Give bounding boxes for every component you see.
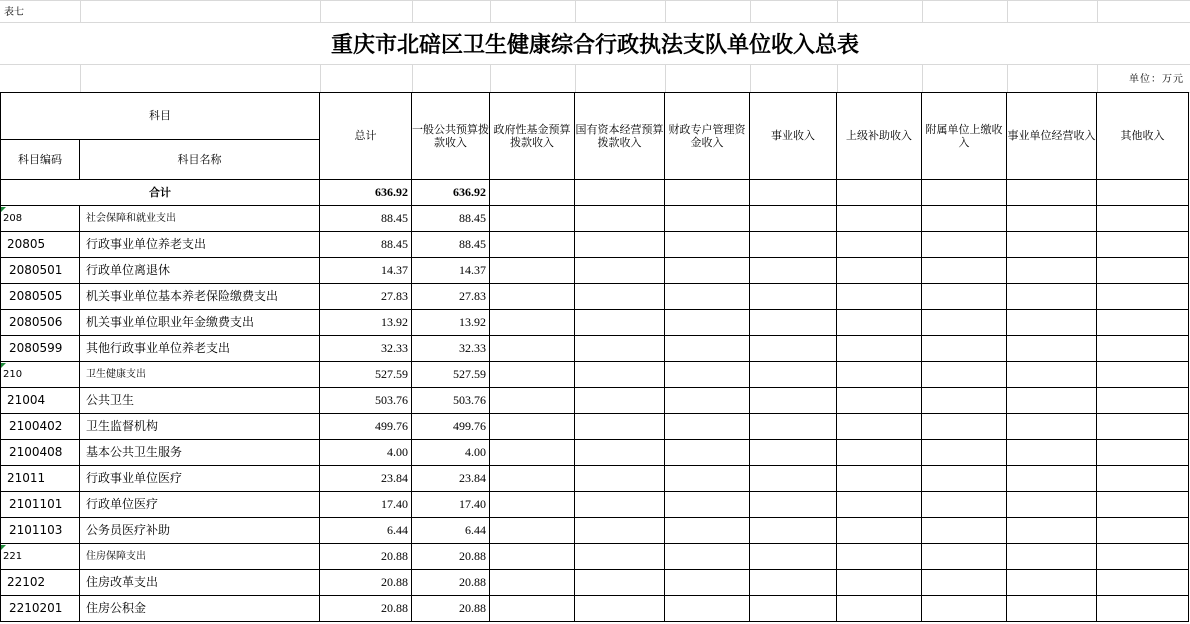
row-general-budget: 88.45 bbox=[412, 232, 490, 258]
row-general-budget: 4.00 bbox=[412, 440, 490, 466]
row-empty-cell bbox=[490, 206, 575, 232]
row-empty-cell bbox=[665, 362, 750, 388]
row-code: 2080506 bbox=[0, 310, 80, 336]
row-empty-cell bbox=[837, 440, 922, 466]
header-column-6: 上级补助收入 bbox=[837, 92, 922, 180]
text-format-marker bbox=[1, 545, 6, 550]
row-general-budget: 20.88 bbox=[412, 596, 490, 622]
row-total: 27.83 bbox=[320, 284, 412, 310]
row-code: 21004 bbox=[0, 388, 80, 414]
row-empty-cell bbox=[490, 544, 575, 570]
row-empty-cell bbox=[1097, 362, 1189, 388]
sheet-gridline-vertical bbox=[837, 0, 838, 22]
header-column-2: 政府性基金预算拨款收入 bbox=[490, 92, 575, 180]
sheet-gridline-vertical bbox=[837, 64, 838, 92]
row-empty-cell bbox=[490, 388, 575, 414]
row-empty-cell bbox=[922, 570, 1007, 596]
row-name: 住房改革支出 bbox=[80, 570, 320, 596]
row-empty-cell bbox=[575, 362, 665, 388]
row-name: 行政事业单位养老支出 bbox=[80, 232, 320, 258]
total-row-empty-cell bbox=[490, 180, 575, 206]
row-empty-cell bbox=[575, 206, 665, 232]
row-total: 20.88 bbox=[320, 544, 412, 570]
row-name: 社会保障和就业支出 bbox=[80, 206, 320, 232]
total-row-empty-cell bbox=[575, 180, 665, 206]
sheet-gridline-horizontal bbox=[0, 22, 1190, 23]
row-empty-cell bbox=[665, 570, 750, 596]
row-code: 22102 bbox=[0, 570, 80, 596]
row-total: 13.92 bbox=[320, 310, 412, 336]
row-empty-cell bbox=[837, 206, 922, 232]
row-empty-cell bbox=[750, 518, 837, 544]
row-empty-cell bbox=[837, 518, 922, 544]
row-empty-cell bbox=[665, 414, 750, 440]
row-empty-cell bbox=[575, 518, 665, 544]
row-empty-cell bbox=[575, 570, 665, 596]
row-empty-cell bbox=[750, 492, 837, 518]
row-name: 公共卫生 bbox=[80, 388, 320, 414]
row-empty-cell bbox=[575, 440, 665, 466]
row-total: 20.88 bbox=[320, 596, 412, 622]
row-general-budget: 527.59 bbox=[412, 362, 490, 388]
row-general-budget: 503.76 bbox=[412, 388, 490, 414]
sheet-gridline-vertical bbox=[665, 64, 666, 92]
total-row-empty-cell bbox=[922, 180, 1007, 206]
row-empty-cell bbox=[490, 440, 575, 466]
header-column-0: 总计 bbox=[320, 92, 412, 180]
sheet-gridline-vertical bbox=[750, 0, 751, 22]
row-empty-cell bbox=[490, 466, 575, 492]
row-empty-cell bbox=[1007, 206, 1097, 232]
row-empty-cell bbox=[575, 596, 665, 622]
sheet-gridline-horizontal bbox=[0, 64, 1190, 65]
sheet-gridline-vertical bbox=[575, 64, 576, 92]
row-empty-cell bbox=[750, 232, 837, 258]
row-empty-cell bbox=[665, 492, 750, 518]
row-empty-cell bbox=[665, 388, 750, 414]
row-empty-cell bbox=[922, 206, 1007, 232]
row-name: 其他行政事业单位养老支出 bbox=[80, 336, 320, 362]
row-total: 32.33 bbox=[320, 336, 412, 362]
row-code: 2101101 bbox=[0, 492, 80, 518]
row-name: 住房公积金 bbox=[80, 596, 320, 622]
row-empty-cell bbox=[922, 258, 1007, 284]
row-empty-cell bbox=[837, 284, 922, 310]
row-empty-cell bbox=[1007, 414, 1097, 440]
row-empty-cell bbox=[1007, 570, 1097, 596]
row-empty-cell bbox=[922, 440, 1007, 466]
row-empty-cell bbox=[575, 310, 665, 336]
row-empty-cell bbox=[750, 336, 837, 362]
row-empty-cell bbox=[750, 362, 837, 388]
row-empty-cell bbox=[750, 440, 837, 466]
row-name: 卫生监督机构 bbox=[80, 414, 320, 440]
sheet-gridline-vertical bbox=[665, 0, 666, 22]
row-empty-cell bbox=[1097, 466, 1189, 492]
row-empty-cell bbox=[1097, 414, 1189, 440]
row-empty-cell bbox=[575, 388, 665, 414]
text-format-marker bbox=[1, 363, 6, 368]
row-empty-cell bbox=[922, 388, 1007, 414]
row-total: 499.76 bbox=[320, 414, 412, 440]
row-code: 2101103 bbox=[0, 518, 80, 544]
row-empty-cell bbox=[575, 284, 665, 310]
row-empty-cell bbox=[1007, 362, 1097, 388]
row-general-budget: 20.88 bbox=[412, 570, 490, 596]
row-empty-cell bbox=[1007, 258, 1097, 284]
header-column-8: 事业单位经营收入 bbox=[1007, 92, 1097, 180]
row-empty-cell bbox=[1097, 518, 1189, 544]
row-empty-cell bbox=[490, 310, 575, 336]
row-empty-cell bbox=[490, 336, 575, 362]
row-empty-cell bbox=[922, 336, 1007, 362]
row-empty-cell bbox=[837, 232, 922, 258]
row-total: 17.40 bbox=[320, 492, 412, 518]
row-empty-cell bbox=[1097, 440, 1189, 466]
row-empty-cell bbox=[575, 232, 665, 258]
header-column-9: 其他收入 bbox=[1097, 92, 1189, 180]
row-empty-cell bbox=[837, 258, 922, 284]
row-empty-cell bbox=[665, 232, 750, 258]
header-column-1: 一般公共预算拨款收入 bbox=[412, 92, 490, 180]
row-empty-cell bbox=[750, 544, 837, 570]
row-empty-cell bbox=[837, 336, 922, 362]
row-empty-cell bbox=[922, 284, 1007, 310]
row-empty-cell bbox=[490, 570, 575, 596]
row-total: 6.44 bbox=[320, 518, 412, 544]
row-empty-cell bbox=[750, 596, 837, 622]
table-number-label: 表七 bbox=[4, 7, 24, 18]
sheet-gridline-vertical bbox=[490, 0, 491, 22]
row-empty-cell bbox=[1007, 310, 1097, 336]
row-empty-cell bbox=[1097, 310, 1189, 336]
row-empty-cell bbox=[1007, 596, 1097, 622]
row-empty-cell bbox=[837, 466, 922, 492]
row-empty-cell bbox=[750, 414, 837, 440]
row-empty-cell bbox=[490, 232, 575, 258]
sheet-gridline-vertical bbox=[320, 0, 321, 22]
row-total: 4.00 bbox=[320, 440, 412, 466]
row-empty-cell bbox=[837, 570, 922, 596]
sheet-gridline-vertical bbox=[80, 0, 81, 22]
row-general-budget: 14.37 bbox=[412, 258, 490, 284]
row-code: 221 bbox=[0, 544, 80, 570]
row-empty-cell bbox=[922, 544, 1007, 570]
row-empty-cell bbox=[1097, 544, 1189, 570]
row-code: 21011 bbox=[0, 466, 80, 492]
row-empty-cell bbox=[490, 284, 575, 310]
row-empty-cell bbox=[575, 414, 665, 440]
row-total: 20.88 bbox=[320, 570, 412, 596]
header-subject-group: 科目 bbox=[0, 92, 320, 140]
row-total: 527.59 bbox=[320, 362, 412, 388]
row-code: 210 bbox=[0, 362, 80, 388]
row-empty-cell bbox=[1007, 466, 1097, 492]
row-code: 2100408 bbox=[0, 440, 80, 466]
row-empty-cell bbox=[665, 310, 750, 336]
sheet-gridline-vertical bbox=[412, 64, 413, 92]
row-code: 2080505 bbox=[0, 284, 80, 310]
row-code: 2100402 bbox=[0, 414, 80, 440]
row-general-budget: 17.40 bbox=[412, 492, 490, 518]
row-empty-cell bbox=[922, 492, 1007, 518]
text-format-marker bbox=[1, 207, 6, 212]
row-empty-cell bbox=[837, 492, 922, 518]
row-empty-cell bbox=[750, 388, 837, 414]
row-empty-cell bbox=[922, 310, 1007, 336]
row-empty-cell bbox=[1097, 232, 1189, 258]
header-subject-name: 科目名称 bbox=[80, 140, 320, 180]
row-empty-cell bbox=[490, 518, 575, 544]
header-column-4: 财政专户管理资金收入 bbox=[665, 92, 750, 180]
total-row-label: 合计 bbox=[0, 180, 320, 206]
row-general-budget: 88.45 bbox=[412, 206, 490, 232]
row-empty-cell bbox=[665, 518, 750, 544]
row-empty-cell bbox=[750, 258, 837, 284]
row-empty-cell bbox=[837, 544, 922, 570]
row-general-budget: 13.92 bbox=[412, 310, 490, 336]
row-empty-cell bbox=[837, 414, 922, 440]
row-empty-cell bbox=[922, 518, 1007, 544]
row-empty-cell bbox=[490, 492, 575, 518]
row-general-budget: 6.44 bbox=[412, 518, 490, 544]
row-total: 14.37 bbox=[320, 258, 412, 284]
row-empty-cell bbox=[490, 362, 575, 388]
row-code: 20805 bbox=[0, 232, 80, 258]
row-empty-cell bbox=[1007, 440, 1097, 466]
row-empty-cell bbox=[1097, 284, 1189, 310]
row-empty-cell bbox=[575, 336, 665, 362]
row-name: 行政单位医疗 bbox=[80, 492, 320, 518]
row-empty-cell bbox=[922, 414, 1007, 440]
sheet-gridline-vertical bbox=[490, 64, 491, 92]
total-row-general-budget: 636.92 bbox=[412, 180, 490, 206]
sheet-gridline-vertical bbox=[922, 64, 923, 92]
row-general-budget: 32.33 bbox=[412, 336, 490, 362]
row-empty-cell bbox=[750, 466, 837, 492]
row-empty-cell bbox=[1007, 544, 1097, 570]
row-general-budget: 499.76 bbox=[412, 414, 490, 440]
row-empty-cell bbox=[1097, 388, 1189, 414]
sheet-gridline-horizontal bbox=[0, 0, 1190, 1]
total-row-empty-cell bbox=[750, 180, 837, 206]
row-empty-cell bbox=[922, 466, 1007, 492]
row-empty-cell bbox=[837, 362, 922, 388]
row-code: 2080501 bbox=[0, 258, 80, 284]
row-total: 503.76 bbox=[320, 388, 412, 414]
row-code: 2080599 bbox=[0, 336, 80, 362]
sheet-gridline-vertical bbox=[80, 64, 81, 92]
row-empty-cell bbox=[665, 544, 750, 570]
row-empty-cell bbox=[665, 284, 750, 310]
row-empty-cell bbox=[750, 570, 837, 596]
total-row-total: 636.92 bbox=[320, 180, 412, 206]
row-empty-cell bbox=[1097, 206, 1189, 232]
row-empty-cell bbox=[837, 388, 922, 414]
row-empty-cell bbox=[1097, 570, 1189, 596]
row-total: 88.45 bbox=[320, 232, 412, 258]
total-row-empty-cell bbox=[1097, 180, 1189, 206]
row-empty-cell bbox=[1097, 258, 1189, 284]
sheet-gridline-vertical bbox=[1097, 64, 1098, 92]
row-empty-cell bbox=[1007, 492, 1097, 518]
row-empty-cell bbox=[665, 440, 750, 466]
row-empty-cell bbox=[1007, 232, 1097, 258]
header-subject-code: 科目编码 bbox=[0, 140, 80, 180]
row-total: 23.84 bbox=[320, 466, 412, 492]
header-column-3: 国有资本经营预算拨款收入 bbox=[575, 92, 665, 180]
total-row-empty-cell bbox=[1007, 180, 1097, 206]
row-name: 机关事业单位基本养老保险缴费支出 bbox=[80, 284, 320, 310]
row-name: 公务员医疗补助 bbox=[80, 518, 320, 544]
row-empty-cell bbox=[922, 362, 1007, 388]
row-empty-cell bbox=[1007, 284, 1097, 310]
row-code: 2210201 bbox=[0, 596, 80, 622]
row-general-budget: 27.83 bbox=[412, 284, 490, 310]
row-empty-cell bbox=[490, 414, 575, 440]
row-name: 住房保障支出 bbox=[80, 544, 320, 570]
sheet-gridline-vertical bbox=[1097, 0, 1098, 22]
page-title: 重庆市北碚区卫生健康综合行政执法支队单位收入总表 bbox=[330, 31, 859, 58]
row-code: 208 bbox=[0, 206, 80, 232]
row-empty-cell bbox=[665, 466, 750, 492]
header-column-5: 事业收入 bbox=[750, 92, 837, 180]
row-name: 行政事业单位医疗 bbox=[80, 466, 320, 492]
row-empty-cell bbox=[750, 310, 837, 336]
row-empty-cell bbox=[575, 544, 665, 570]
row-empty-cell bbox=[750, 284, 837, 310]
sheet-gridline-vertical bbox=[575, 0, 576, 22]
sheet-gridline-vertical bbox=[320, 64, 321, 92]
sheet-gridline-vertical bbox=[1007, 0, 1008, 22]
row-empty-cell bbox=[1097, 336, 1189, 362]
row-empty-cell bbox=[922, 232, 1007, 258]
row-empty-cell bbox=[665, 206, 750, 232]
unit-label: 单位：万元 bbox=[1129, 74, 1184, 85]
row-empty-cell bbox=[575, 258, 665, 284]
row-name: 基本公共卫生服务 bbox=[80, 440, 320, 466]
row-empty-cell bbox=[1007, 388, 1097, 414]
total-row-empty-cell bbox=[837, 180, 922, 206]
row-total: 88.45 bbox=[320, 206, 412, 232]
row-empty-cell bbox=[575, 492, 665, 518]
row-empty-cell bbox=[490, 596, 575, 622]
row-empty-cell bbox=[665, 258, 750, 284]
row-empty-cell bbox=[837, 310, 922, 336]
total-row-empty-cell bbox=[665, 180, 750, 206]
row-empty-cell bbox=[1007, 336, 1097, 362]
sheet-gridline-vertical bbox=[412, 0, 413, 22]
row-empty-cell bbox=[665, 336, 750, 362]
row-empty-cell bbox=[490, 258, 575, 284]
header-column-7: 附属单位上缴收入 bbox=[922, 92, 1007, 180]
row-name: 机关事业单位职业年金缴费支出 bbox=[80, 310, 320, 336]
row-general-budget: 20.88 bbox=[412, 544, 490, 570]
row-name: 行政单位离退休 bbox=[80, 258, 320, 284]
row-general-budget: 23.84 bbox=[412, 466, 490, 492]
sheet-gridline-vertical bbox=[1007, 64, 1008, 92]
row-empty-cell bbox=[575, 466, 665, 492]
row-empty-cell bbox=[665, 596, 750, 622]
row-empty-cell bbox=[750, 206, 837, 232]
row-empty-cell bbox=[1097, 596, 1189, 622]
sheet-gridline-vertical bbox=[922, 0, 923, 22]
row-empty-cell bbox=[1097, 492, 1189, 518]
sheet-gridline-vertical bbox=[750, 64, 751, 92]
row-empty-cell bbox=[922, 596, 1007, 622]
row-empty-cell bbox=[837, 596, 922, 622]
row-empty-cell bbox=[1007, 518, 1097, 544]
row-name: 卫生健康支出 bbox=[80, 362, 320, 388]
